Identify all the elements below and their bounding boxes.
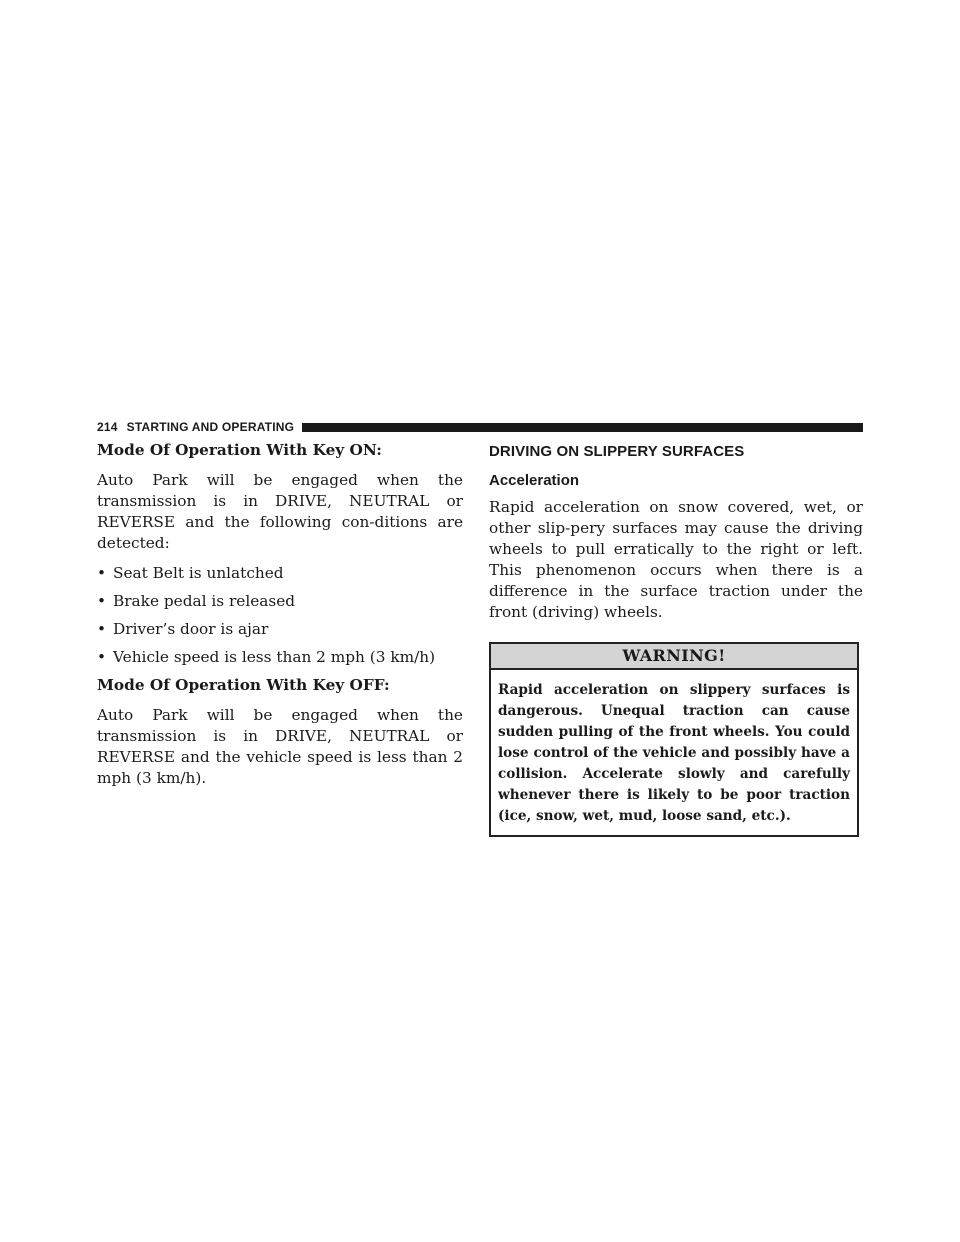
key-on-heading: Mode Of Operation With Key ON: [97,441,382,459]
page-header [97,420,863,434]
slippery-surfaces-heading: DRIVING ON SLIPPERY SURFACES [489,443,745,460]
bullet-icon: • [97,564,107,582]
right-column [489,440,863,837]
bullet-icon: • [97,648,107,666]
list-item [97,563,463,584]
header-rule [302,423,863,432]
list-item [97,591,463,612]
warning-body: Rapid acceleration on slippery surfaces is dangerous. Unequal traction can cause sudden pulling of the front wheels. You could lose control of the vehicle and possibly have a collision. Accelerate slowly and carefully whenever there is likely to be poor traction (ice, snow, wet, mud, loose sand, etc.). [498,682,850,824]
acceleration-subheading: Acceleration [489,472,580,489]
key-on-paragraph: Auto Park will be engaged when the transmission is in DRIVE, NEUTRAL or REVERSE and the following con-ditions are detected: [97,471,463,552]
left-column [97,440,463,798]
warning-title: WARNING! [491,644,857,670]
list-item [97,619,463,640]
key-off-heading: Mode Of Operation With Key OFF: [97,676,390,694]
list-item [97,647,463,668]
list-item-text: Driver’s door is ajar [113,620,269,638]
acceleration-paragraph: Rapid acceleration on snow covered, wet, or other slip-pery surfaces may cause the driving wheels to pull erratically to the right or left. This phenomenon occurs when there is a difference in the surface traction under the front (driving) wheels. [489,498,863,621]
list-item-text: Vehicle speed is less than 2 mph (3 km/h) [113,648,436,666]
key-off-paragraph: Auto Park will be engaged when the transmission is in DRIVE, NEUTRAL or REVERSE and the vehicle speed is less than 2 mph (3 km/h). [97,706,463,787]
warning-box [489,642,859,837]
section-title: STARTING AND OPERATING [126,420,295,434]
page-number: 214 [97,420,118,434]
list-item-text: Brake pedal is released [113,592,296,610]
bullet-icon: • [97,620,107,638]
condition-list [97,563,463,668]
bullet-icon: • [97,592,107,610]
list-item-text: Seat Belt is unlatched [113,564,284,582]
